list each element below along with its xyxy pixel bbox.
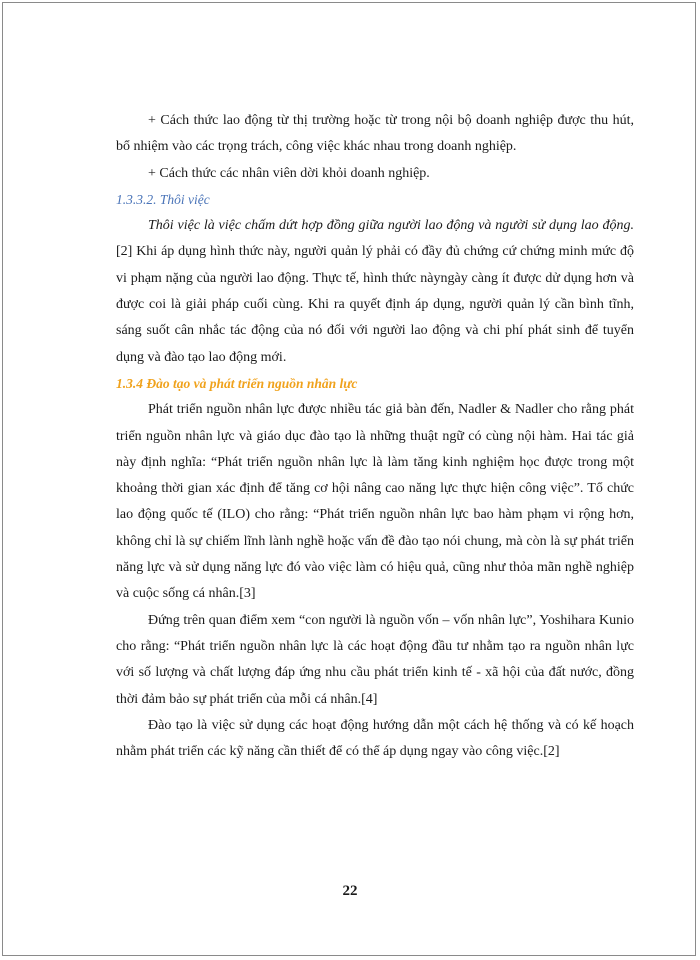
paragraph-training-definition: Đào tạo là việc sử dụng các hoạt động hướng dẫn một cách hệ thống và có kế hoạch nhằm phát triển các kỹ năng cần thiết để có thể áp dụng ngay vào công việc.[2] bbox=[116, 717, 634, 760]
page-number: 22 bbox=[342, 883, 358, 899]
paragraph-hr-development-definitions: Phát triển nguồn nhân lực được nhiều tác giả bàn đến, Nadler & Nadler cho rằng phát triển nguồn nhân lực và giáo dục đào tạo là những thuật ngữ có cùng nội hàm. Hai tác giả này định nghĩa: “Phát triển nguồn nhân lực là làm tăng kinh nghiệm học được trong một khoảng thời gian xác định để tăng cơ hội nâng cao năng lực thực hiện công việc”. Tổ chức lao động quốc tế (ILO) cho rằng: “Phát triển nguồn nhân lực bao hàm phạm vi rộng hơn, không chỉ là sự chiếm lĩnh lành nghề hoặc vấn đề đào tạo nói chung, mà còn là sự phát triển năng lực và sử dụng năng lực đó vào việc làm có hiệu quả, cũng như thỏa mãn nghề nghiệp và cuộc sống cá nhân.[3] bbox=[116, 402, 634, 602]
paragraph-termination bbox=[116, 213, 634, 371]
document-body bbox=[116, 108, 634, 765]
paragraph-leaving-method: + Cách thức các nhân viên dời khỏi doanh nghiệp. bbox=[148, 165, 430, 181]
termination-details: [2] Khi áp dụng hình thức này, người quản lý phải có đầy đủ chứng cứ chứng minh mức độ vi phạm nặng của người lao động. Thực tế, hình thức nàyngày càng ít được dử dụng hơn và được coi là giải pháp cuối cùng. Khi ra quyết định áp dụng, người quản lý cần bình tĩnh, sáng suốt cân nhắc tác động của nó đối với người lao động và chi phí phát sinh để tuyển dụng và đào tạo lao động mới. bbox=[116, 244, 634, 365]
termination-definition: Thôi việc là việc chấm dứt hợp đồng giữa người lao động và người sử dụng lao động. bbox=[148, 218, 634, 234]
paragraph-recruitment-method: + Cách thức lao động từ thị trường hoặc từ trong nội bộ doanh nghiệp được thu hút, bổ nhiệm vào các trọng trách, công việc khác nhau trong doanh nghiệp. bbox=[116, 113, 634, 155]
heading-training-development: 1.3.4 Đào tạo và phát triển nguồn nhân lực bbox=[116, 375, 358, 391]
paragraph-human-capital: Đứng trên quan điểm xem “con người là nguồn vốn – vốn nhân lực”, Yoshihara Kunio cho rằng: “Phát triển nguồn nhân lực là các hoạt động đầu tư nhằm tạo ra nguồn nhân lực với số lượng và chất lượng đáp ứng nhu cầu phát triển kinh tế - xã hội của đất nước, đồng thời đảm bảo sự phát triển của mỗi cá nhân.[4] bbox=[116, 612, 634, 707]
subheading-termination: 1.3.3.2. Thôi việc bbox=[116, 191, 210, 207]
